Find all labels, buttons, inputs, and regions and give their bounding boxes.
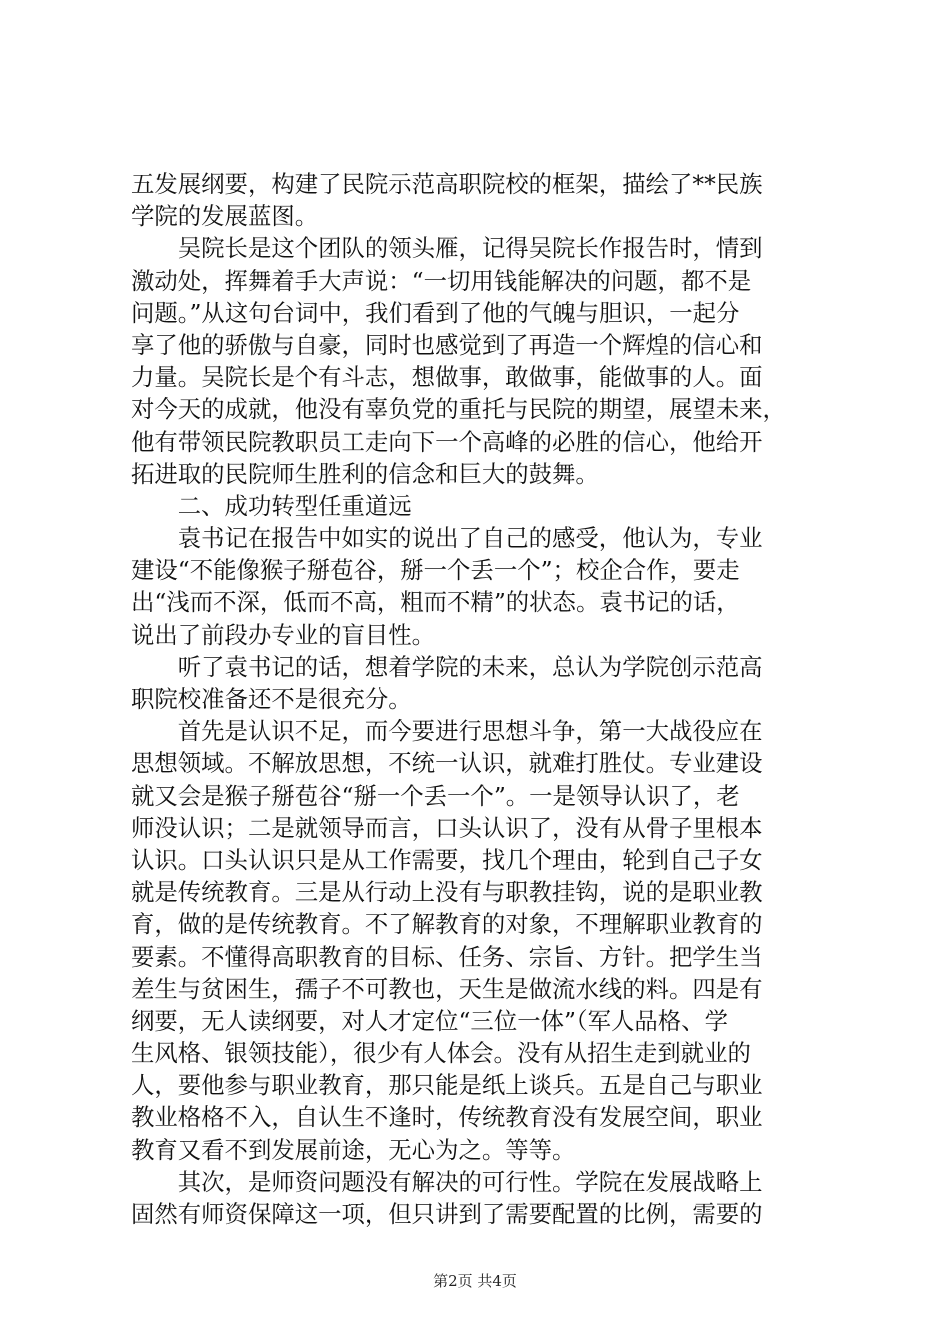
text-line: 对今天的成就，他没有辜负党的重托与民院的期望，展望未来， [131,395,786,424]
text-line: 吴院长是这个团队的领头雁，记得吴院长作报告时，情到 [131,234,763,263]
text-line: 建设“不能像猴子掰苞谷，掰一个丢一个”；校企合作，要走 [131,556,740,585]
text-line: 拓进取的民院师生胜利的信念和巨大的鼓舞。 [131,459,599,488]
text-line: 享了他的骄傲与自豪，同时也感觉到了再造一个辉煌的信心和 [131,330,763,359]
text-line: 他有带领民院教职员工走向下一个高峰的必胜的信心，他给开 [131,427,763,456]
text-line: 就又会是猴子掰苞谷“掰一个丢一个”。一是领导认识了，老 [131,781,740,810]
text-line: 说出了前段办专业的盲目性。 [131,620,436,649]
text-line: 学院的发展蓝图。 [131,202,319,231]
text-line: 人，要他参与职业教育，那只能是纸上谈兵。五是自己与职业 [131,1071,763,1100]
text-line: 其次，是师资问题没有解决的可行性。学院在发展战略上 [131,1167,763,1196]
text-line: 袁书记在报告中如实的说出了自己的感受，他认为，专业 [131,524,763,553]
text-line: 就是传统教育。三是从行动上没有与职教挂钩，说的是职业教 [131,878,763,907]
page-footer: 第2页 共4页 [433,1272,517,1290]
text-line: 激动处，挥舞着手大声说：“一切用钱能解决的问题，都不是 [131,266,752,295]
text-line: 教业格格不入，自认生不逢时，传统教育没有发展空间，职业 [131,1103,763,1132]
text-line: 育，做的是传统教育。不了解教育的对象，不理解职业教育的 [131,910,763,939]
section-heading: 二、成功转型任重道远 [131,491,412,520]
text-line: 认识。口头认识只是从工作需要，找几个理由，轮到自己子女 [131,845,763,874]
text-line: 力量。吴院长是个有斗志，想做事，敢做事，能做事的人。面 [131,363,763,392]
text-line: 纲要，无人读纲要，对人才定位“三位一体”（军人品格、学 [131,1006,728,1035]
text-line: 差生与贫困生，孺子不可教也，天生是做流水线的料。四是有 [131,974,763,1003]
text-line: 固然有师资保障这一项，但只讲到了需要配置的比例，需要的 [131,1200,763,1228]
text-line: 五发展纲要，构建了民院示范高职院校的框架，描绘了**民族 [131,170,763,198]
text-line: 思想领域。不解放思想，不统一认识，就难打胜仗。专业建设 [131,749,763,778]
text-line: 出“浅而不深，低而不高，粗而不精”的状态。袁书记的话， [131,588,740,617]
text-line: 要素。不懂得高职教育的目标、任务、宗旨、方针。把学生当 [131,942,763,971]
text-line: 首先是认识不足，而今要进行思想斗争，第一大战役应在 [131,717,763,746]
text-line: 职院校准备还不是很充分。 [131,685,412,713]
text-line: 教育又看不到发展前途，无心为之。等等。 [131,1135,576,1164]
document-body [131,168,831,1230]
text-line: 听了袁书记的话，想着学院的未来，总认为学院创示范高 [131,652,763,681]
text-line: 师没认识；二是就领导而言，口头认识了，没有从骨子里根本 [131,813,763,842]
text-line: 问题。”从这句台词中，我们看到了他的气魄与胆识，一起分 [131,298,740,327]
text-line: 生风格、银领技能），很少有人体会。没有从招生走到就业的 [131,1039,751,1068]
